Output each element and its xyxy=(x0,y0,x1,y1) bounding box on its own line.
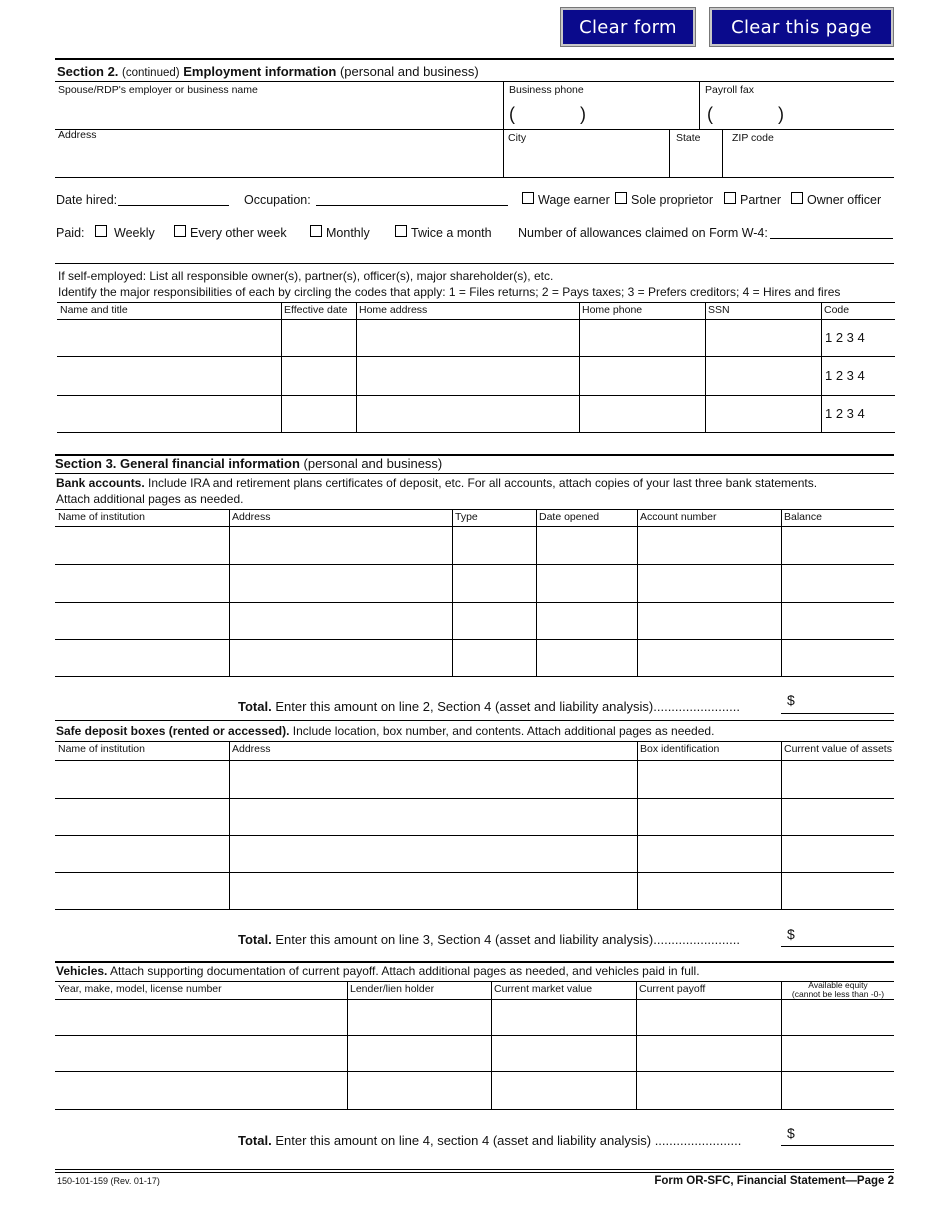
bank-cell[interactable] xyxy=(537,640,636,675)
employer-field[interactable] xyxy=(56,96,501,128)
bank-header-5: Balance xyxy=(784,511,822,523)
safe-header-2: Box identification xyxy=(640,743,720,755)
safe-cell[interactable] xyxy=(230,799,636,834)
safe-header-1: Address xyxy=(232,743,271,755)
bank-cell[interactable] xyxy=(537,565,636,601)
clear-page-button[interactable]: Clear this page xyxy=(710,8,893,46)
business-phone-paren-close: ) xyxy=(580,104,586,124)
clear-form-button[interactable]: Clear form xyxy=(561,8,695,46)
owners-cell[interactable] xyxy=(282,357,355,394)
bank-cell[interactable] xyxy=(638,640,780,675)
owners-cell[interactable] xyxy=(706,357,820,394)
city-label: City xyxy=(508,132,527,144)
vehicles-total-label: Total. Enter this amount on line 4, section 4 (asset and liability analysis) ........................ xyxy=(238,1133,742,1148)
safe-row-rule xyxy=(55,909,894,910)
weekly-label: Weekly xyxy=(114,226,155,240)
vehicles-header-2: Current market value xyxy=(494,983,593,995)
vehicles-cell[interactable] xyxy=(637,1000,780,1034)
date-hired-label: Date hired: xyxy=(56,193,118,207)
bank-total-dollar: $ xyxy=(787,692,795,708)
city-field[interactable] xyxy=(505,144,667,176)
monthly-label: Monthly xyxy=(326,226,370,240)
zip-label: ZIP code xyxy=(732,132,774,144)
vehicles-header-equity-2: (cannot be less than -0-) xyxy=(791,989,885,999)
safe-cell[interactable] xyxy=(782,761,893,797)
business-phone-field[interactable] xyxy=(520,100,695,128)
divider xyxy=(669,129,670,177)
vehicles-cell[interactable] xyxy=(637,1036,780,1070)
occupation-field[interactable] xyxy=(316,192,508,206)
owners-header-0: Name and title xyxy=(60,304,128,316)
vehicles-rule xyxy=(55,981,894,982)
owners-cell[interactable] xyxy=(282,396,355,431)
payroll-fax-paren-close: ) xyxy=(778,104,784,124)
vehicles-cell[interactable] xyxy=(56,1072,346,1108)
safe-deposit-instructions: Safe deposit boxes (rented or accessed). Include location, box number, and contents. Attach additional pages as needed. xyxy=(56,724,715,738)
vehicles-header-0: Year, make, model, license number xyxy=(58,983,222,995)
vehicles-cell[interactable] xyxy=(348,1000,490,1034)
vehicles-cell[interactable] xyxy=(348,1036,490,1070)
divider xyxy=(699,81,700,129)
allowances-field[interactable] xyxy=(770,225,893,239)
vehicles-cell[interactable] xyxy=(492,1036,635,1070)
safe-cell[interactable] xyxy=(638,873,780,908)
safe-cell[interactable] xyxy=(638,799,780,834)
row-rule xyxy=(55,129,894,130)
bank-cell[interactable] xyxy=(453,603,535,638)
section2-top-rule xyxy=(55,58,894,60)
owners-header-5: Code xyxy=(824,304,850,316)
owners-cell[interactable] xyxy=(706,396,820,431)
row-rule xyxy=(55,177,894,178)
bank-cell[interactable] xyxy=(230,603,451,638)
owners-cell[interactable] xyxy=(58,357,280,394)
owners-cell[interactable] xyxy=(282,320,355,355)
vehicles-cell[interactable] xyxy=(782,1036,893,1070)
wage-earner-checkbox[interactable] xyxy=(522,192,534,204)
owners-cell[interactable] xyxy=(580,357,704,394)
bank-rule xyxy=(55,509,894,510)
safe-header-3: Current value of assets xyxy=(784,743,892,755)
sole-proprietor-checkbox[interactable] xyxy=(615,192,627,204)
safe-cell[interactable] xyxy=(230,836,636,871)
wage-earner-label: Wage earner xyxy=(538,193,610,207)
payroll-fax-field[interactable] xyxy=(718,100,893,128)
safe-cell[interactable] xyxy=(56,799,228,834)
vehicles-cell[interactable] xyxy=(492,1000,635,1034)
bank-cell[interactable] xyxy=(56,527,228,563)
safe-cell[interactable] xyxy=(56,761,228,797)
safe-cell[interactable] xyxy=(782,799,893,834)
bank-cell[interactable] xyxy=(782,527,893,563)
vehicles-header-3: Current payoff xyxy=(639,983,706,995)
bank-cell[interactable] xyxy=(537,527,636,563)
partner-checkbox[interactable] xyxy=(724,192,736,204)
paid-label: Paid: xyxy=(56,226,85,240)
bank-cell[interactable] xyxy=(56,565,228,601)
divider xyxy=(722,129,723,177)
bank-cell[interactable] xyxy=(537,603,636,638)
vehicles-total-dollar: $ xyxy=(787,1125,795,1141)
vehicles-cell[interactable] xyxy=(782,1072,893,1108)
total-underline xyxy=(781,713,894,714)
bank-cell[interactable] xyxy=(56,603,228,638)
safe-cell[interactable] xyxy=(56,836,228,871)
owners-cell[interactable] xyxy=(357,320,578,355)
self-employed-instructions-2: Identify the major responsibilities of each by circling the codes that apply: 1 = Files returns; 2 = Pays taxes; 3 = Prefers creditors; 4 = Hires and fires xyxy=(58,285,841,299)
vehicles-cell[interactable] xyxy=(348,1072,490,1108)
safe-cell[interactable] xyxy=(638,761,780,797)
safe-header-0: Name of institution xyxy=(58,743,145,755)
safe-cell[interactable] xyxy=(56,873,228,908)
owners-cell[interactable] xyxy=(580,320,704,355)
vehicles-cell[interactable] xyxy=(637,1072,780,1108)
bank-accounts-instructions-2: Attach additional pages as needed. xyxy=(56,492,244,506)
twice-a-month-label: Twice a month xyxy=(411,226,492,240)
bank-header-3: Date opened xyxy=(539,511,600,523)
owners-cell[interactable] xyxy=(357,396,578,431)
address-label: Address xyxy=(58,129,97,141)
total-underline xyxy=(781,1145,894,1146)
payroll-fax-paren-open: ( xyxy=(707,104,713,124)
occupation-label: Occupation: xyxy=(244,193,311,207)
form-number: 150-101-159 (Rev. 01-17) xyxy=(57,1176,160,1186)
every-other-week-checkbox[interactable] xyxy=(174,225,186,237)
safe-rule xyxy=(55,741,894,742)
vehicles-cell[interactable] xyxy=(782,1000,893,1034)
owner-officer-checkbox[interactable] xyxy=(791,192,803,204)
vehicles-cell[interactable] xyxy=(56,1000,346,1034)
owners-codes[interactable]: 1 2 3 4 xyxy=(825,329,865,345)
business-phone-label: Business phone xyxy=(509,84,584,96)
owners-cell[interactable] xyxy=(58,320,280,355)
self-employed-instructions-1: If self-employed: List all responsible owner(s), partner(s), officer(s), major shareholder(s), etc. xyxy=(58,269,554,283)
row-rule xyxy=(55,961,894,963)
total-underline xyxy=(781,946,894,947)
vehicles-cell[interactable] xyxy=(492,1072,635,1108)
owner-officer-label: Owner officer xyxy=(807,193,882,207)
every-other-week-label: Every other week xyxy=(190,226,287,240)
owners-cell[interactable] xyxy=(357,357,578,394)
owners-codes[interactable]: 1 2 3 4 xyxy=(825,367,865,383)
bank-cell[interactable] xyxy=(638,603,780,638)
safe-total-field[interactable] xyxy=(800,914,893,946)
section3-header-rule xyxy=(55,473,894,474)
safe-total-label: Total. Enter this amount on line 3, Section 4 (asset and liability analysis)........................ xyxy=(238,932,740,947)
bank-cell[interactable] xyxy=(453,640,535,675)
state-label: State xyxy=(676,132,701,144)
safe-total-dollar: $ xyxy=(787,926,795,942)
bank-cell[interactable] xyxy=(782,640,893,675)
bank-cell[interactable] xyxy=(782,603,893,638)
bank-header-4: Account number xyxy=(640,511,717,523)
owners-cell[interactable] xyxy=(706,320,820,355)
owners-rule xyxy=(57,302,895,303)
zip-field[interactable] xyxy=(724,144,893,176)
bank-cell[interactable] xyxy=(230,640,451,675)
section2-title: Section 2. (continued) Employment information (personal and business) xyxy=(57,64,479,79)
weekly-checkbox[interactable] xyxy=(95,225,107,237)
bank-cell[interactable] xyxy=(230,565,451,601)
business-phone-paren-open: ( xyxy=(509,104,515,124)
section2-header-rule xyxy=(55,81,894,82)
bank-cell[interactable] xyxy=(638,527,780,563)
row-rule xyxy=(55,720,894,721)
owners-header-2: Home address xyxy=(359,304,428,316)
owners-header-4: SSN xyxy=(708,304,730,316)
bank-header-0: Name of institution xyxy=(58,511,145,523)
vehicles-instructions: Vehicles. Attach supporting documentation of current payoff. Attach additional pages as needed, and vehicles paid in full. xyxy=(56,964,700,978)
owners-cell[interactable] xyxy=(580,396,704,431)
owners-row-rule xyxy=(57,432,895,433)
bank-cell[interactable] xyxy=(453,527,535,563)
bank-header-1: Address xyxy=(232,511,271,523)
owners-col-divider xyxy=(821,302,822,432)
safe-cell[interactable] xyxy=(638,836,780,871)
bank-cell[interactable] xyxy=(453,565,535,601)
bank-total-label: Total. Enter this amount on line 2, Section 4 (asset and liability analysis)........................ xyxy=(238,699,740,714)
bank-cell[interactable] xyxy=(56,640,228,675)
allowances-label: Number of allowances claimed on Form W-4: xyxy=(518,226,768,240)
safe-cell[interactable] xyxy=(230,873,636,908)
owners-header-3: Home phone xyxy=(582,304,643,316)
row-rule xyxy=(55,263,894,264)
vehicles-header-equity-1: Available equity xyxy=(808,980,868,990)
monthly-checkbox[interactable] xyxy=(310,225,322,237)
sole-proprietor-label: Sole proprietor xyxy=(631,193,713,207)
form-title: Form OR-SFC, Financial Statement—Page 2 xyxy=(654,1175,894,1187)
payroll-fax-label: Payroll fax xyxy=(705,84,755,96)
safe-cell[interactable] xyxy=(230,761,636,797)
footer-rule xyxy=(55,1172,894,1173)
bank-cell[interactable] xyxy=(782,565,893,601)
owners-header-1: Effective date xyxy=(284,304,348,316)
owners-codes[interactable]: 1 2 3 4 xyxy=(825,405,865,421)
vehicles-row-rule xyxy=(55,1109,894,1110)
partner-label: Partner xyxy=(740,193,781,207)
bank-header-2: Type xyxy=(455,511,478,523)
state-field[interactable] xyxy=(671,144,721,176)
address-field[interactable] xyxy=(56,142,501,176)
date-hired-field[interactable] xyxy=(118,192,229,206)
bank-row-rule xyxy=(55,676,894,677)
footer-rule xyxy=(55,1169,894,1170)
safe-cell[interactable] xyxy=(782,873,893,908)
vehicles-header-1: Lender/lien holder xyxy=(350,983,435,995)
owners-cell[interactable] xyxy=(58,396,280,431)
bank-accounts-instructions: Bank accounts. Include IRA and retirement plans certificates of deposit, etc. For all accounts, attach copies of your last three bank statements. xyxy=(56,476,818,490)
bank-cell[interactable] xyxy=(638,565,780,601)
vehicles-cell[interactable] xyxy=(56,1036,346,1070)
section3-title: Section 3. General financial information (personal and business) xyxy=(55,456,443,471)
employer-label: Spouse/RDP's employer or business name xyxy=(58,84,258,96)
bank-total-field[interactable] xyxy=(800,680,893,712)
safe-cell[interactable] xyxy=(782,836,893,871)
twice-a-month-checkbox[interactable] xyxy=(395,225,407,237)
vehicles-total-field[interactable] xyxy=(800,1113,893,1145)
bank-cell[interactable] xyxy=(230,527,451,563)
